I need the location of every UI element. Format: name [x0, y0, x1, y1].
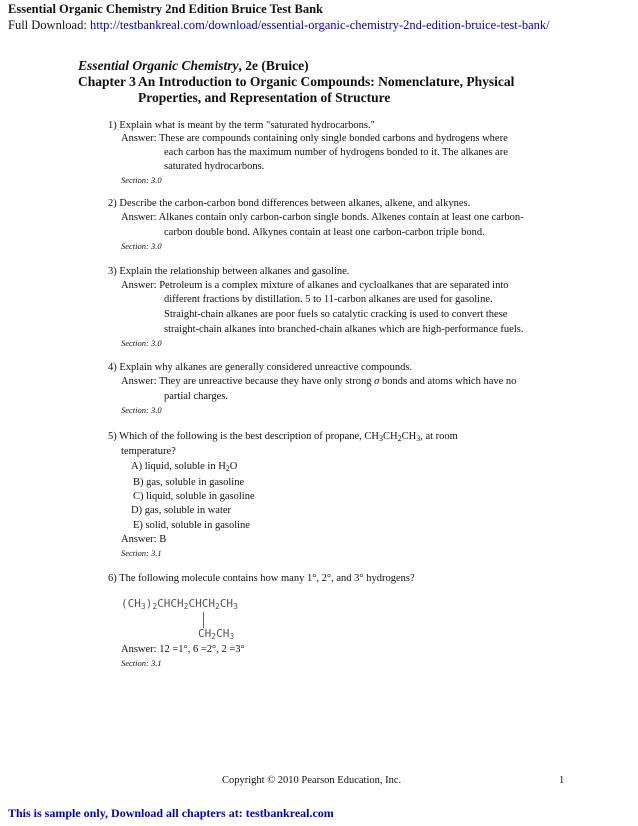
- option-a[interactable]: [131, 459, 237, 476]
- answer-3-line-2: different fractions by distillation. 5 to 11-carbon alkanes are used for gasoline.: [164, 294, 493, 305]
- formula-sub-2b: 2: [183, 602, 189, 611]
- formula-part-d: CHCH: [188, 597, 215, 610]
- formula-part-e: CH: [219, 597, 234, 610]
- book-title-italic: Essential Organic Chemistry: [78, 58, 239, 73]
- molecule-formula-branch: [198, 627, 234, 641]
- chapter-label: Chapter 3: [78, 74, 136, 89]
- answer-3-line-3: Straight-chain alkanes are poor fuels so catalytic cracking is used to convert these: [164, 309, 508, 320]
- answer-4-line-2: partial charges.: [164, 391, 228, 402]
- option-d[interactable]: D) gas, soluble in water: [131, 505, 232, 516]
- question-6: 6) The following molecule contains how many 1°, 2°, and 3° hydrogens?: [108, 573, 415, 584]
- question-5-text-b: CH: [383, 431, 398, 442]
- question-3: 3) Explain the relationship between alkanes and gasoline.: [108, 266, 350, 277]
- section-5: Section: 3.1: [121, 548, 162, 558]
- answer-3-line-4: straight-chain alkanes into branched-chain alkanes which are high-performance fuels.: [164, 324, 524, 335]
- answer-4-text-a: Answer: They are unreactive because they have only strong: [121, 376, 375, 387]
- answer-2-line-1: Answer: Alkanes contain only carbon-carbon single bonds. Alkenes contain at least one carbon-: [121, 212, 524, 223]
- answer-1-line-3: saturated hydrocarbons.: [164, 161, 265, 172]
- water-sub-2: 2: [225, 464, 230, 473]
- download-label: Full Download:: [8, 18, 90, 32]
- download-line: [8, 18, 550, 33]
- question-5-text-d: , at room: [420, 431, 458, 442]
- branch-sub-3: 3: [229, 632, 235, 641]
- propane-sub-2: 2: [397, 434, 402, 443]
- question-4: 4) Explain why alkanes are generally considered unreactive compounds.: [108, 362, 413, 373]
- question-2: 2) Describe the carbon-carbon bond differences between alkanes, alkene, and alkynes.: [108, 198, 471, 209]
- formula-sub-2c: 2: [214, 602, 220, 611]
- molecule-formula-main: [121, 597, 238, 611]
- answer-1-line-1: Answer: These are compounds containing only single bonded carbons and hydrogens where: [121, 133, 508, 144]
- answer-5: Answer: B: [121, 534, 167, 545]
- formula-part-c: CHCH: [157, 597, 184, 610]
- answer-6: Answer: 12 =1°, 6 =2°, 2 =3°: [121, 644, 245, 655]
- formula-sub-3b: 3: [233, 602, 238, 611]
- chapter-heading: [78, 74, 638, 108]
- section-6: Section: 3.1: [121, 658, 162, 668]
- question-5-text-a: 5) Which of the following is the best description of propane, CH: [108, 431, 380, 442]
- branch-part-b: CH: [216, 627, 230, 640]
- formula-sub-3a: 3: [140, 602, 146, 611]
- page-number: 1: [559, 775, 565, 786]
- branch-sub-2: 2: [211, 632, 217, 641]
- section-1: Section: 3.0: [121, 175, 162, 185]
- sigma-symbol: σ: [374, 376, 380, 387]
- question-5-text-c: CH: [401, 431, 417, 442]
- answer-4-line-1: [121, 375, 516, 390]
- option-a-tail: O: [229, 461, 238, 472]
- branch-part-a: CH: [198, 627, 212, 640]
- propane-sub-3b: 3: [416, 434, 421, 443]
- question-1: 1) Explain what is meant by the term "saturated hydrocarbons.": [108, 120, 375, 131]
- question-5-line-2: temperature?: [121, 446, 176, 457]
- answer-1-line-2: each carbon has the maximum number of hydrogens bonded to it. The alkanes are: [164, 147, 508, 158]
- option-e[interactable]: E) solid, soluble in gasoline: [133, 520, 250, 531]
- answer-4-text-b: bonds and atoms which have no: [379, 376, 517, 387]
- answer-2-line-2: carbon double bond. Alkynes contain at least one carbon-carbon triple bond.: [164, 227, 485, 238]
- book-edition: , 2e (Bruice): [238, 58, 309, 73]
- sample-notice: This is sample only, Download all chapters at: testbankreal.com: [8, 806, 334, 820]
- chapter-title: An Introduction to Organic Compounds: Nomenclature, Physical Properties, and Representation of Structure: [138, 74, 515, 105]
- formula-part-a: (CH: [121, 597, 141, 610]
- document-banner-title: Essential Organic Chemistry 2nd Edition Bruice Test Bank: [8, 2, 323, 16]
- option-c[interactable]: C) liquid, soluble in gasoline: [133, 491, 255, 502]
- option-b[interactable]: B) gas, soluble in gasoline: [133, 477, 245, 488]
- section-2: Section: 3.0: [121, 241, 162, 251]
- download-link[interactable]: http://testbankreal.com/download/essential-organic-chemistry-2nd-edition-bruice-test-bank/: [89, 18, 550, 32]
- formula-sub-2a: 2: [152, 602, 158, 611]
- propane-sub-3a: 3: [379, 434, 384, 443]
- book-title: [78, 58, 309, 74]
- formula-part-b: ): [145, 597, 153, 610]
- copyright-notice: Copyright © 2010 Pearson Education, Inc.: [222, 775, 402, 786]
- option-a-text: A) liquid, soluble in H: [131, 461, 226, 472]
- section-3: Section: 3.0: [121, 338, 162, 348]
- section-4: Section: 3.0: [121, 405, 162, 415]
- formula-branch-bond: [203, 612, 204, 628]
- answer-3-line-1: Answer: Petroleum is a complex mixture of alkanes and cycloalkanes that are separated into: [121, 280, 509, 291]
